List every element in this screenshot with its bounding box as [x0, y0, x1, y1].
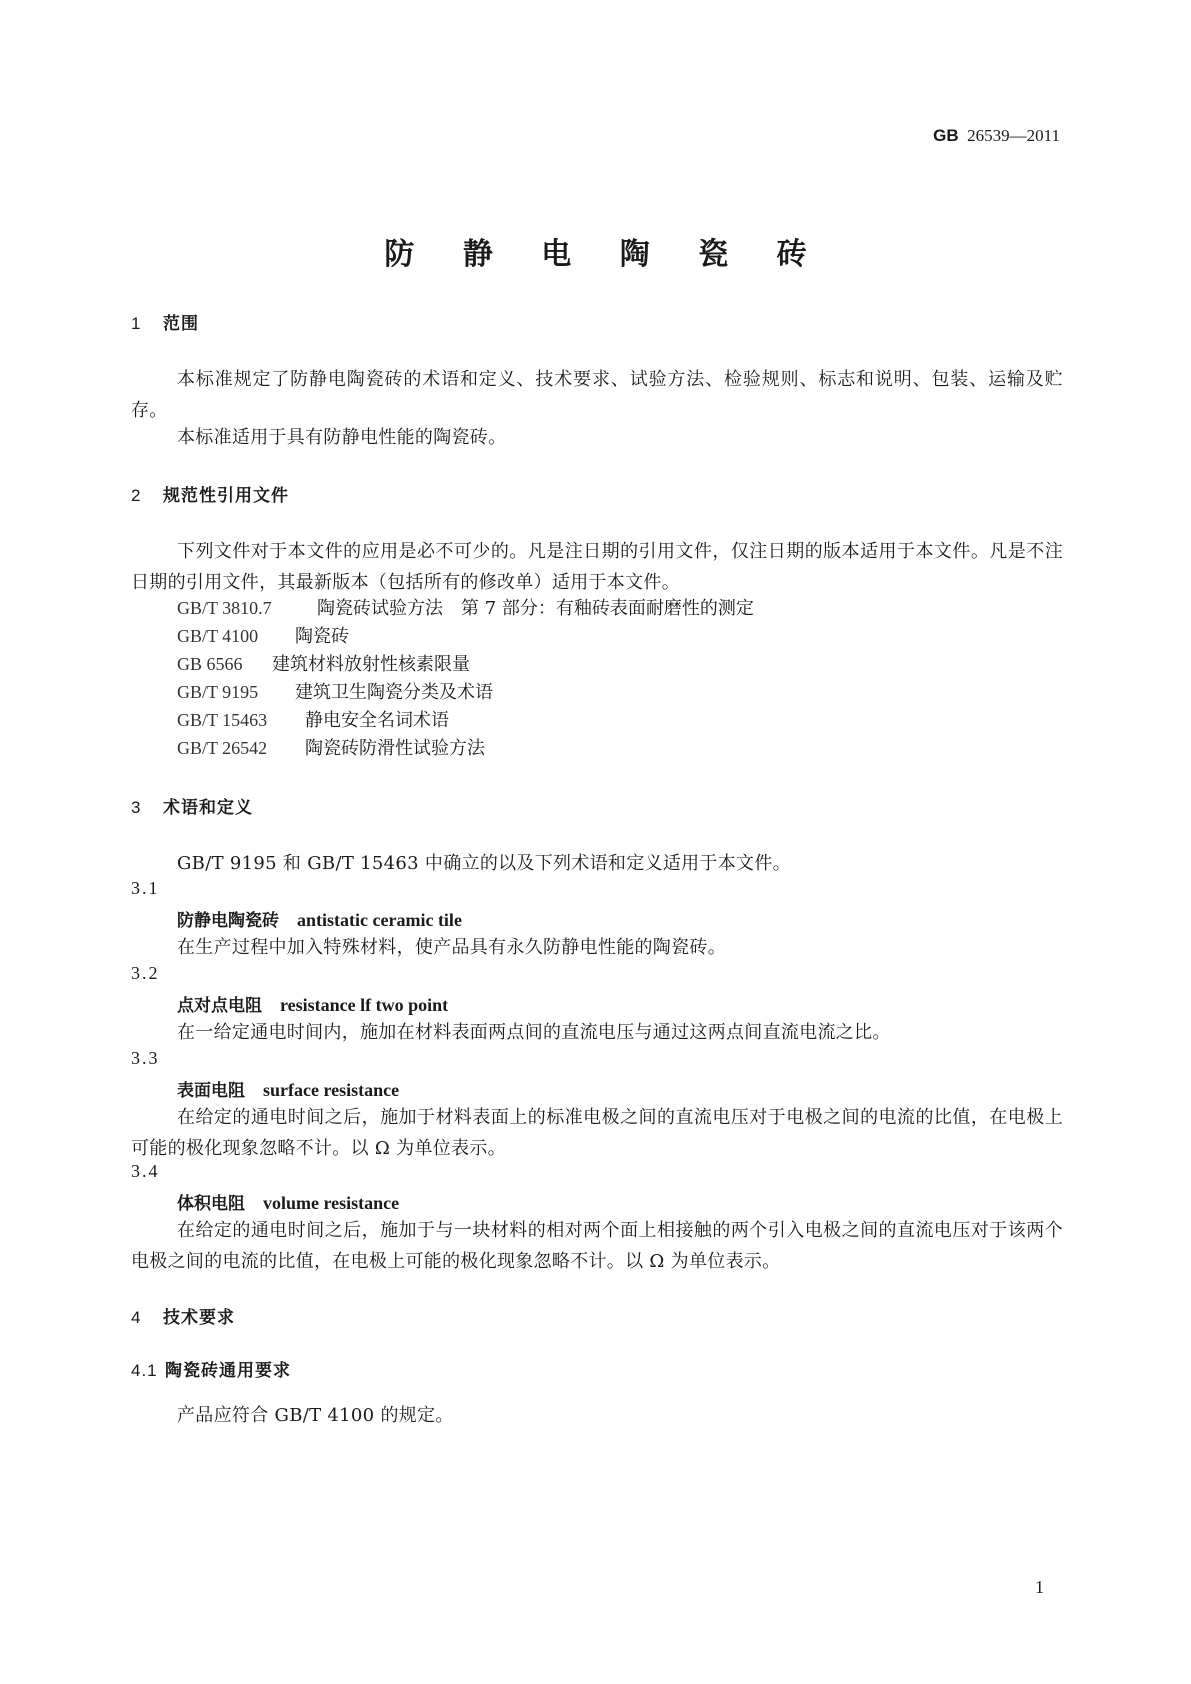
section-2-paragraph-1: 下列文件对于本文件的应用是必不可少的。凡是注日期的引用文件，仅注日期的版本适用于本文件。凡是不注日期的引用文件，其最新版本（包括所有的修改单）适用于本文件。	[131, 541, 1063, 593]
section-3-heading: 3 术语和定义	[131, 798, 253, 818]
section-4-1-heading: 4.1 陶瓷砖通用要求	[131, 1361, 291, 1381]
term-number: 3.3	[131, 1048, 160, 1068]
term-heading: 体积电阻 volume resistance	[177, 1193, 400, 1214]
section-2-heading: 2 规范性引用文件	[131, 486, 289, 506]
reference-item: GB/T 9195 建筑卫生陶瓷分类及术语	[177, 682, 493, 703]
term-definition: 在给定的通电时间之后，施加于材料表面上的标准电极之间的直流电压对于电极之间的电流的比值，在电极上可能的极化现象忽略不计。以 Ω 为单位表示。	[131, 1107, 1063, 1159]
term-number: 3.2	[131, 963, 160, 983]
reference-item: GB/T 4100 陶瓷砖	[177, 626, 349, 647]
term-heading: 表面电阻 surface resistance	[177, 1080, 400, 1101]
reference-item: GB/T 15463 静电安全名词术语	[177, 710, 449, 731]
reference-item: GB 6566 建筑材料放射性核素限量	[177, 654, 470, 675]
reference-item: GB/T 3810.7 陶瓷砖试验方法 第 7 部分：有釉砖表面耐磨性的测定	[177, 598, 754, 619]
page-number: 1	[1035, 1577, 1044, 1597]
section-1-paragraph-2: 本标准适用于具有防静电性能的陶瓷砖。	[177, 427, 507, 448]
term-definition: 在生产过程中加入特殊材料，使产品具有永久防静电性能的陶瓷砖。	[177, 937, 726, 958]
section-1-paragraph-1: 本标准规定了防静电陶瓷砖的术语和定义、技术要求、试验方法、检验规则、标志和说明、包装、运输及贮存。	[131, 369, 1063, 421]
section-1-heading: 1 范围	[131, 314, 199, 334]
section-3-paragraph-1: GB/T 9195 和 GB/T 15463 中确立的以及下列术语和定义适用于本文件。	[177, 853, 791, 874]
document-title: 防 静 电 陶 瓷 砖	[384, 237, 826, 272]
section-4-heading: 4 技术要求	[131, 1308, 235, 1328]
term-heading: 点对点电阻 resistance lf two point	[177, 995, 449, 1016]
standard-number: GB 26539—2011	[933, 126, 1060, 145]
reference-item: GB/T 26542 陶瓷砖防滑性试验方法	[177, 738, 485, 759]
term-definition: 在一给定通电时间内，施加在材料表面两点间的直流电压与通过这两点间直流电流之比。	[177, 1022, 891, 1043]
term-heading: 防静电陶瓷砖 antistatic ceramic tile	[177, 910, 462, 931]
term-number: 3.4	[131, 1161, 160, 1181]
term-number: 3.1	[131, 878, 160, 898]
section-4-1-paragraph-1: 产品应符合 GB/T 4100 的规定。	[177, 1405, 454, 1426]
term-definition: 在给定的通电时间之后，施加于与一块材料的相对两个面上相接触的两个引入电极之间的直流电压对于该两个电极之间的电流的比值，在电极上可能的极化现象忽略不计。以 Ω 为单位表示。	[131, 1220, 1063, 1272]
